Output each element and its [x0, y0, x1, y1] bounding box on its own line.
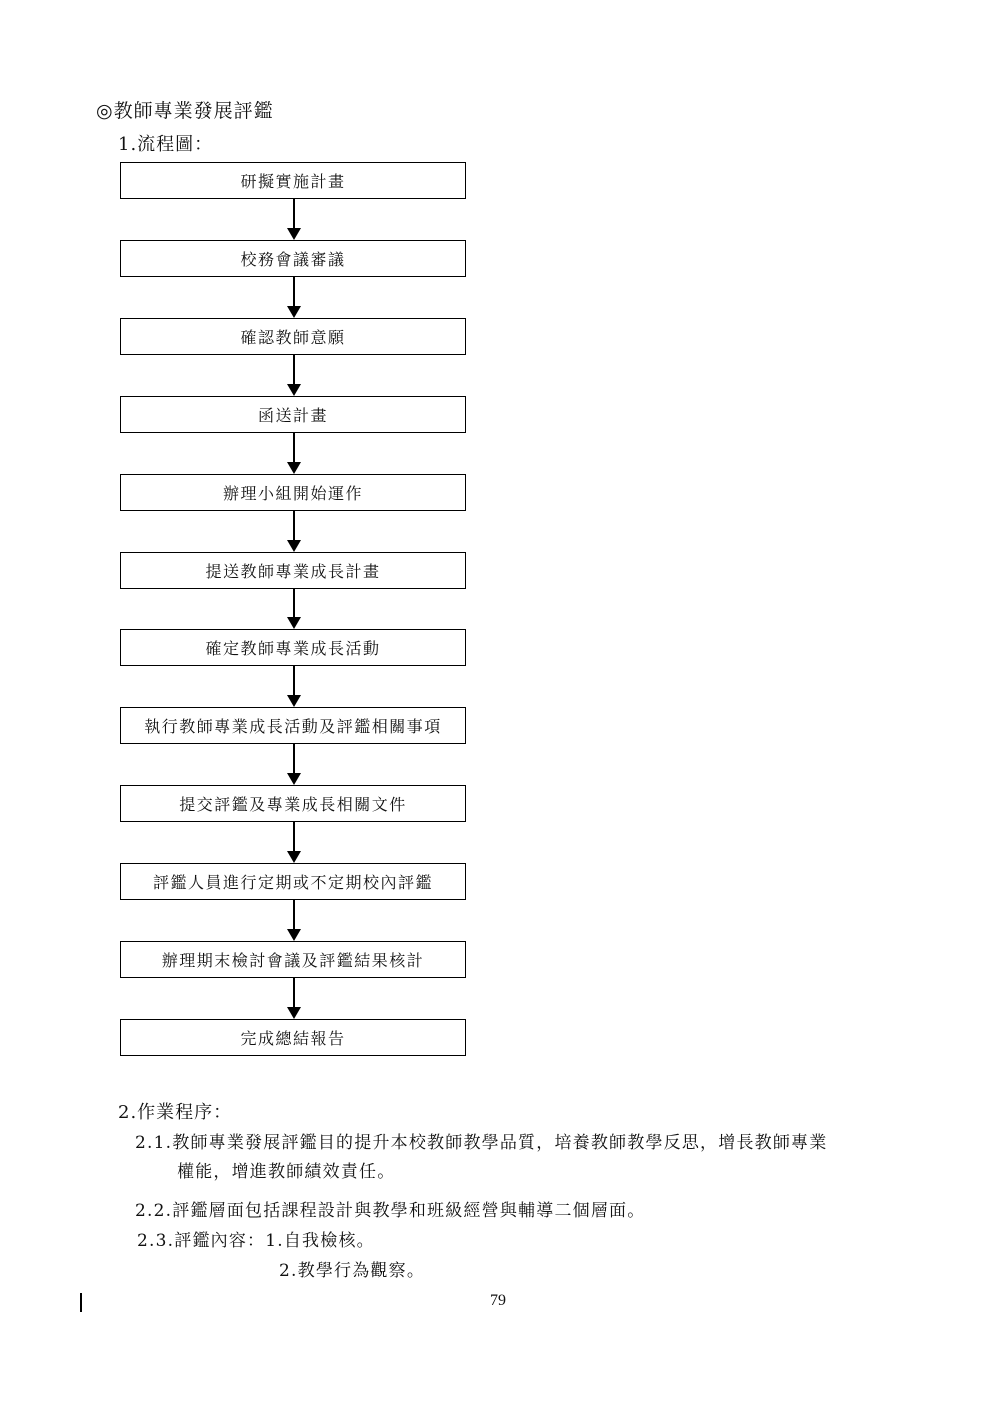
- flow-arrow-line-5: [293, 511, 295, 541]
- flow-step-6: 提送教師專業成長計畫: [120, 552, 466, 589]
- page-number: 79: [490, 1292, 506, 1309]
- flow-arrow-line-3: [293, 355, 295, 385]
- flow-arrow-head-2: [287, 306, 301, 318]
- flow-arrow-head-6: [287, 617, 301, 629]
- flow-step-3: 確認教師意願: [120, 318, 466, 355]
- procedure-item-3-line-2: 2.教學行為觀察。: [279, 1261, 426, 1281]
- flow-step-12: 完成總結報告: [120, 1019, 466, 1056]
- procedure-item-1-line-2: 權能，增進教師績效責任。: [177, 1162, 396, 1182]
- flow-step-1: 研擬實施計畫: [120, 162, 466, 199]
- flowchart-title: 1.流程圖：: [118, 134, 214, 155]
- flow-arrow-head-10: [287, 929, 301, 941]
- flow-step-2: 校務會議審議: [120, 240, 466, 277]
- flow-arrow-line-1: [293, 199, 295, 229]
- flow-arrow-line-9: [293, 822, 295, 852]
- flow-arrow-line-4: [293, 433, 295, 463]
- flow-arrow-head-9: [287, 851, 301, 863]
- section-title: ◎教師專業發展評鑑: [96, 100, 274, 122]
- procedure-item-3-line-1: 2.3.評鑑內容：1.自我檢核。: [137, 1231, 375, 1251]
- flow-arrow-head-3: [287, 384, 301, 396]
- flow-arrow-head-8: [287, 773, 301, 785]
- flow-arrow-line-2: [293, 277, 295, 307]
- procedure-item-1-line-1: 2.1.教師專業發展評鑑目的提升本校教師教學品質，培養教師教學反思，增長教師專業: [135, 1133, 828, 1153]
- flow-step-7: 確定教師專業成長活動: [120, 629, 466, 666]
- procedure-item-2: 2.2.評鑑層面包括課程設計與教學和班級經營與輔導二個層面。: [135, 1201, 646, 1221]
- flow-arrow-line-11: [293, 978, 295, 1008]
- flow-arrow-head-4: [287, 462, 301, 474]
- flow-arrow-head-5: [287, 540, 301, 552]
- flow-arrow-head-7: [287, 695, 301, 707]
- flow-step-10: 評鑑人員進行定期或不定期校內評鑑: [120, 863, 466, 900]
- flow-arrow-head-11: [287, 1007, 301, 1019]
- flow-arrow-head-1: [287, 228, 301, 240]
- flow-arrow-line-8: [293, 744, 295, 774]
- flow-arrow-line-6: [293, 589, 295, 618]
- flow-step-4: 函送計畫: [120, 396, 466, 433]
- flow-step-8: 執行教師專業成長活動及評鑑相關事項: [120, 707, 466, 744]
- flow-arrow-line-10: [293, 900, 295, 930]
- flow-step-11: 辦理期末檢討會議及評鑑結果核計: [120, 941, 466, 978]
- flow-arrow-line-7: [293, 666, 295, 696]
- flow-step-9: 提交評鑑及專業成長相關文件: [120, 785, 466, 822]
- margin-bar: [80, 1293, 82, 1312]
- procedure-title: 2.作業程序：: [118, 1102, 233, 1123]
- flow-step-5: 辦理小組開始運作: [120, 474, 466, 511]
